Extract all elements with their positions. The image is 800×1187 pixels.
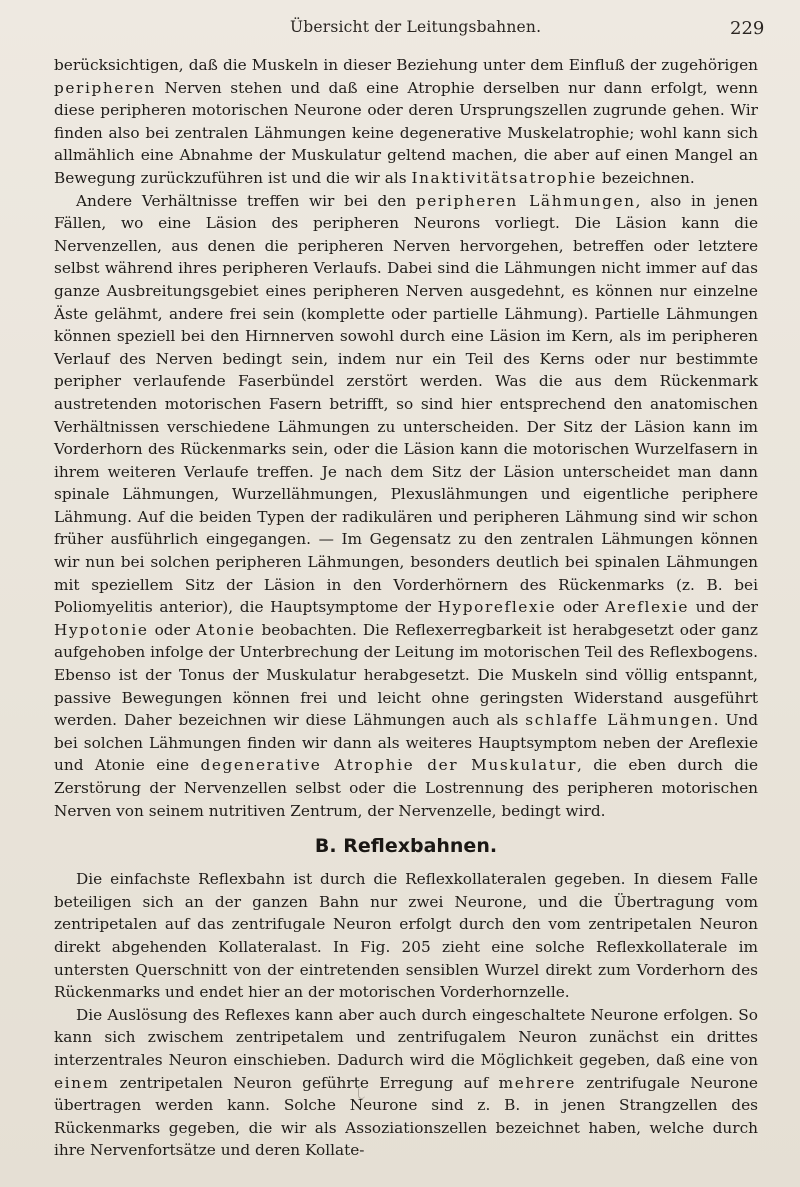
p4-emphasis-einem: einem [54, 1073, 110, 1092]
p2-emphasis-areflexie: Areflexie [605, 598, 690, 617]
p2-text-5: oder [148, 620, 196, 639]
p2-text-8: , die eben durch die Zerstörung der Nervenzellen selbst oder die Lostrennung des peripheren motorischen Nerven von seinem nutritiven Zentrum, der Nervenzelle, bedingt wird. [54, 756, 758, 820]
running-head [0, 18, 800, 42]
paragraph-1 [54, 54, 758, 190]
p4-text-2: zentripetalen Neuron geführte Erregung auf [109, 1073, 499, 1092]
paper-smudge-mark [358, 1088, 365, 1099]
body-text [54, 54, 758, 1162]
p2-emphasis-degenerative-atrophie: degenerative Atrophie der Muskulatur [200, 756, 577, 775]
p4-text-1: Die Auslösung des Reflexes kann aber auch durch eingeschaltete Neurone erfolgen. So kann sich zwischem zentripetalem und zentrifugalem Neuron zunächst ein drittes interzentrales Neuron einschieben. Dadurch wird die Möglichkeit gegeben, daß eine von [54, 1005, 758, 1069]
p2-text-7: . Und bei solchen Lähmungen finden wir dann als weiteres Hauptsymptom neben der Areflexie und Atonie eine [54, 711, 758, 775]
running-title: Übersicht der Leitungsbahnen. [290, 18, 542, 36]
p2-text-6: beobachten. Die Reflexerregbarkeit ist herabgesetzt oder ganz aufgehoben infolge der Unterbrechung der Leitung im motorischen Teil des Reflexbogens. Ebenso ist der Tonus der Muskulatur herabgesetzt. Die Muskeln sind völlig entspannt, passive Bewegungen können frei und leicht ohne geringsten Widerstand ausgeführt werden. Daher bezeichnen wir diese Lähmungen auch als [54, 620, 758, 730]
p3-text-1: Die einfachste Reflexbahn ist durch die Reflexkollateralen gegeben. In diesem Falle beteiligen sich an der ganzen Bahn nur zwei Neurone, und die Übertragung vom zentripetalen auf das zentrifugale Neuron erfolgt durch den vom zentripetalen Neuron direkt abgehenden Kollateralast. In Fig. 205 zieht eine solche Reflexkollaterale im untersten Querschnitt von der eintretenden sensiblen Wurzel direkt zum Vorderhorn des Rückenmarks und endet hier an der motorischen Vorderhornzelle. [54, 870, 758, 1002]
p4-text-3: zentrifugale Neurone übertragen werden kann. Solche Neurone sind z. B. in jenen Strangzellen des Rückenmarks gegeben, die wir als Assoziationszellen bezeichnet haben, welche durch ihre Nervenfortsätze und deren Kollate- [54, 1073, 758, 1160]
p2-emphasis-peripheren-laehmungen: peripheren Lähmungen [415, 191, 636, 210]
p2-emphasis-hyporeflexie: Hyporeflexie [437, 598, 557, 617]
p1-text-1: berücksichtigen, daß die Muskeln in dieser Beziehung unter dem Einfluß der zugehörigen [54, 56, 758, 74]
p1-text-3: bezeichnen. [596, 168, 695, 187]
section-heading-reflexbahnen: B. Reflexbahnen. [314, 835, 498, 858]
p4-emphasis-mehrere: mehrere [498, 1073, 576, 1092]
p1-emphasis-peripheren: peripheren [54, 78, 156, 97]
p2-text-4: und der [689, 598, 758, 617]
p1-emphasis-inaktivitaetsatrophie: Inaktivitätsatrophie [411, 168, 597, 187]
p2-text-1: Andere Verhältnisse treffen wir bei den [76, 191, 416, 210]
p1-text-2: Nerven stehen und daß eine Atrophie derselben nur dann erfolgt, wenn diese peripheren motorischen Neurone oder deren Ursprungszellen zugrunde gehen. Wir finden also bei zentralen Lähmungen keine degenerative Muskelatrophie; wohl kann sich allmählich eine Abnahme der Muskulatur geltend machen, die aber auf einen Mangel an Bewegung zurückzuführen ist und die wir als [54, 78, 758, 187]
p2-text-2: , also in jenen Fällen, wo eine Läsion des peripheren Neurons vorliegt. Die Läsion kann die Nervenzellen, aus denen die peripheren Nerven hervorgehen, betreffen oder letztere selbst während ihres peripheren Verlaufs. Dabei sind die Lähmungen nicht immer auf das ganze Ausbreitungsgebiet eines peripheren Nerven ausgedehnt, es können nur einzelne Äste gelähmt, andere frei sein (komplette oder partielle Lähmung). Partielle Lähmungen können speziell bei den Hirnnerven sowohl durch eine Läsion im Kern, als im peripheren Verlauf des Nerven bedingt sein, indem nur ein Teil des Kerns oder nur bestimmte peripher verlaufende Faserbündel zerstört werden. Was die aus dem Rückenmark austretenden motorischen Fasern betrifft, so sind hier entsprechend den anatomischen Verhältnissen verschiedene Lähmungen zu unterscheiden. Der Sitz der Läsion kann im Vorderhorn des Rückenmarks sein, oder die Läsion kann die motorischen Wurzelfasern in ihrem weiteren Verlaufe treffen. Je nach dem Sitz der Läsion unterscheidet man dann spinale Lähmungen, Wurzellähmungen, Plexuslähmungen und eigentliche periphere Lähmung. Auf die beiden Typen der radikulären und peripheren Lähmung sind wir schon früher ausführlich eingegangen. — Im Gegensatz zu den zentralen Lähmungen können wir nun bei solchen peripheren Lähmungen, besonders deutlich bei spinalen Lähmungen mit speziellem Sitz der Läsion in den Vorderhörnern des Rückenmarks (z. B. bei Poliomyelitis anterior), die Hauptsymptome der [54, 191, 758, 617]
p2-emphasis-atonie: Atonie [195, 620, 256, 639]
page-number: 229 [730, 18, 765, 39]
paragraph-3 [54, 868, 758, 1004]
paragraph-2 [54, 190, 758, 823]
p2-text-3: oder [556, 598, 606, 617]
p2-emphasis-schlaffe-laehmungen: schlaffe Lähmungen [525, 711, 714, 730]
paragraph-4 [54, 1004, 758, 1162]
p2-emphasis-hypotonie: Hypotonie [54, 620, 149, 639]
